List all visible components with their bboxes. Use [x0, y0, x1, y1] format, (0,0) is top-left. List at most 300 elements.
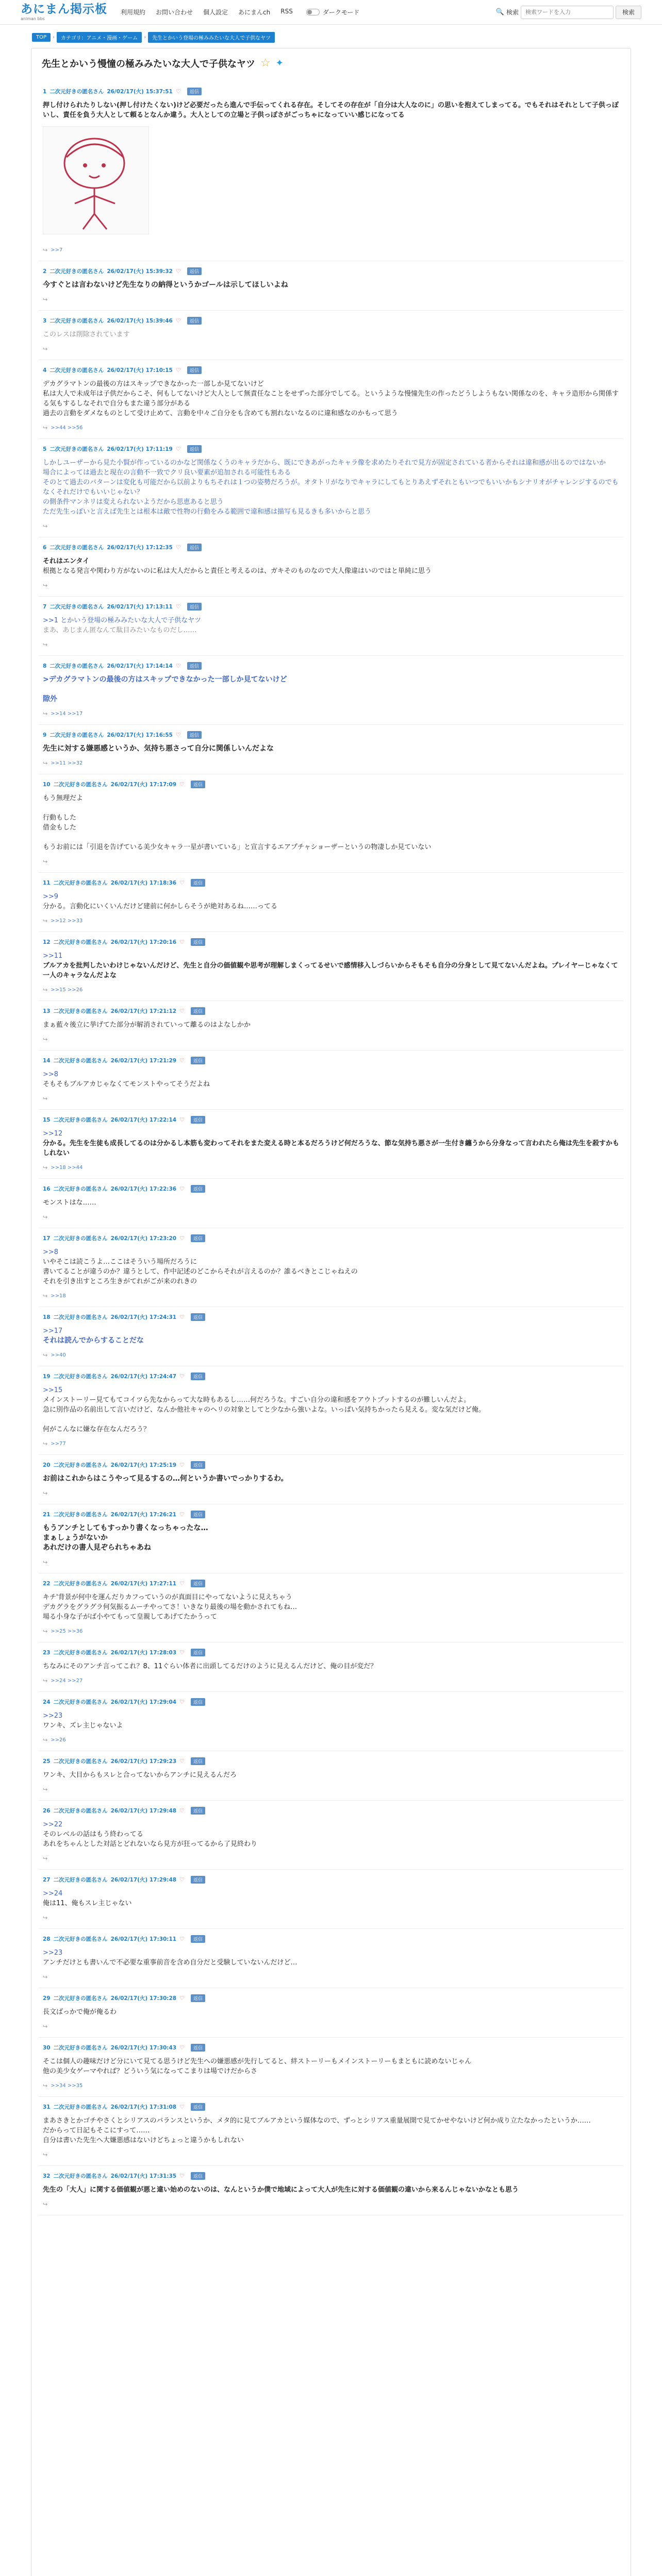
post-date: 26/02/17(火) 17:16:55: [107, 732, 173, 738]
post-text-line: 俺は11、俺もスレ主じゃない: [43, 1900, 132, 1907]
like-heart-icon[interactable]: ♡: [179, 1235, 185, 1242]
breadcrumb-separator: ›: [144, 35, 146, 40]
reply-arrow-icon: ↪: [43, 1095, 48, 1102]
post-header: [43, 938, 619, 946]
post-author: 二次元好きの匿名さん: [53, 782, 108, 788]
post-header: [43, 1372, 619, 1380]
reply-button[interactable]: 返信: [191, 1234, 205, 1242]
post-footer: [43, 1440, 619, 1447]
reply-backlinks[interactable]: >>40: [51, 1352, 66, 1358]
reply-arrow-icon: ↪: [43, 1914, 48, 1921]
like-heart-icon[interactable]: ♡: [175, 663, 181, 669]
post-number[interactable]: 16: [43, 1185, 51, 1192]
reply-button[interactable]: 返信: [191, 1007, 205, 1015]
like-heart-icon[interactable]: ♡: [179, 939, 185, 945]
like-heart-icon[interactable]: ♡: [175, 367, 181, 374]
post: [39, 1179, 623, 1228]
reply-arrow-icon: ↪: [43, 1164, 48, 1171]
post-number[interactable]: 32: [43, 2173, 51, 2179]
post-text-line: 隙外: [43, 695, 57, 703]
post-date: 26/02/17(火) 17:17:09: [110, 782, 177, 788]
post-number[interactable]: 9: [43, 732, 47, 738]
darkmode-label: ダークモード: [322, 9, 360, 16]
post-date: 26/02/17(火) 17:26:21: [110, 1512, 177, 1518]
reply-backlinks[interactable]: >>24 >>27: [51, 1678, 83, 1684]
like-heart-icon[interactable]: ♡: [179, 2173, 185, 2179]
post-author: 二次元好きの匿名さん: [53, 2173, 108, 2179]
post-header: [43, 1757, 619, 1765]
post-date: 26/02/17(火) 17:18:36: [110, 880, 177, 886]
post-body: [43, 892, 619, 911]
like-heart-icon[interactable]: ♡: [175, 317, 181, 324]
post-text-line: [43, 803, 619, 813]
post-number[interactable]: 2: [43, 268, 47, 275]
reply-button[interactable]: 返信: [187, 445, 202, 453]
reply-backlinks[interactable]: >>18: [51, 1293, 66, 1299]
post-footer: [43, 247, 619, 253]
post-body: [43, 1820, 619, 1849]
like-heart-icon[interactable]: ♡: [179, 1699, 185, 1705]
post-date: 26/02/17(火) 17:13:11: [107, 604, 173, 610]
post-text-line: お前はこれからはこうやって見るするの…何というか書いでっかりするわ。: [43, 1475, 288, 1483]
reply-backlinks[interactable]: >>7: [51, 247, 63, 253]
search-input[interactable]: [521, 6, 614, 19]
like-heart-icon[interactable]: ♡: [175, 88, 181, 95]
post-header: [43, 544, 619, 551]
post-header: [43, 1313, 619, 1321]
like-heart-icon[interactable]: ♡: [179, 1116, 185, 1123]
post-text-line: デカグラをグラグラ何気振るムーチやってさ！いきなり最後の場を動かされてもね…: [43, 1603, 297, 1611]
like-heart-icon[interactable]: ♡: [175, 446, 181, 452]
post: [39, 1692, 623, 1751]
like-heart-icon[interactable]: ♡: [179, 1511, 185, 1518]
post-text-line: 長文ばっかで俺が俺るわ: [43, 2008, 117, 2016]
reply-button[interactable]: 返信: [191, 1461, 205, 1469]
post-number[interactable]: 27: [43, 1876, 51, 1883]
post-author: 二次元好きの匿名さん: [53, 1462, 108, 1468]
like-heart-icon[interactable]: ♡: [179, 1936, 185, 1942]
post-date: 26/02/17(火) 17:22:14: [110, 1117, 177, 1123]
post-author: 二次元好きの匿名さん: [53, 1314, 108, 1320]
post-number[interactable]: 5: [43, 446, 47, 452]
post-text-line: それはエンタイ: [43, 557, 90, 565]
quote-anchor[interactable]: >>1 とかいう登場の極みみたいな大人で子供なヤツ: [43, 617, 202, 624]
post-footer: [43, 2023, 619, 2030]
post: [39, 1751, 623, 1801]
reply-arrow-icon: ↪: [43, 2151, 48, 2158]
post-text-line: 根拠となる発言や関わり方がないのに私は大人だからと責任と考えるのは、ガキそのものなので大人像違はいのではと単純に思う: [43, 567, 432, 575]
like-heart-icon[interactable]: ♡: [179, 2044, 185, 2051]
reply-backlinks[interactable]: >>25 >>36: [51, 1629, 83, 1634]
twitter-share-icon[interactable]: ✦: [275, 58, 284, 69]
like-heart-icon[interactable]: ♡: [179, 1314, 185, 1320]
quote-anchor[interactable]: >>12: [43, 1130, 63, 1138]
reply-button[interactable]: 返信: [191, 781, 205, 788]
post-body: [43, 793, 619, 852]
post-text-line: もう無理だよ: [43, 794, 84, 802]
breadcrumb-category[interactable]: カテゴリ：アニメ・漫画・ゲーム: [57, 32, 142, 43]
darkmode-toggle[interactable]: [306, 9, 320, 15]
post-number[interactable]: 11: [43, 879, 51, 886]
like-heart-icon[interactable]: ♡: [175, 544, 181, 551]
post-date: 26/02/17(火) 17:29:48: [110, 1808, 177, 1814]
reply-arrow-icon: ↪: [43, 1677, 48, 1684]
like-heart-icon[interactable]: ♡: [179, 879, 185, 886]
like-heart-icon[interactable]: ♡: [179, 1807, 185, 1814]
post-body: [43, 379, 619, 418]
darkmode-switch[interactable]: [306, 8, 360, 16]
reply-button[interactable]: 返信: [191, 879, 205, 887]
quote-anchor[interactable]: >>8: [43, 1071, 59, 1078]
post-body: [43, 1662, 619, 1671]
post-text-line: だからって日記もそこにすって……: [43, 2127, 150, 2134]
reply-arrow-icon: ↪: [43, 2023, 48, 2030]
reply-arrow-icon: ↪: [43, 425, 48, 431]
post: [39, 774, 623, 873]
post-number[interactable]: 13: [43, 1008, 51, 1014]
post-number[interactable]: 8: [43, 663, 47, 669]
post: [39, 656, 623, 725]
post-list: [39, 81, 623, 2215]
thread-container: [31, 48, 631, 2576]
like-heart-icon[interactable]: ♡: [179, 1008, 185, 1014]
post-body: [43, 1770, 619, 1780]
post-body: [43, 1592, 619, 1622]
post-date: 26/02/17(火) 17:30:43: [110, 2045, 177, 2051]
reply-backlinks[interactable]: >>26: [51, 1737, 66, 1743]
post-author: 二次元好きの匿名さん: [53, 880, 108, 886]
quote-anchor[interactable]: >>24: [43, 1890, 63, 1897]
post-footer: [43, 523, 619, 530]
post-text-line: それは読んでからすることだな: [43, 1336, 144, 1345]
reply-button[interactable]: 返信: [187, 731, 202, 739]
post-number[interactable]: 29: [43, 1995, 51, 2002]
reply-arrow-icon: ↪: [43, 710, 48, 717]
post-author: 二次元好きの匿名さん: [53, 939, 108, 945]
post-date: 26/02/17(火) 17:28:03: [110, 1650, 177, 1656]
reply-button[interactable]: 返信: [187, 267, 202, 275]
post-date: 26/02/17(火) 17:21:12: [110, 1008, 177, 1014]
post-author: 二次元好きの匿名さん: [49, 604, 104, 610]
reply-button[interactable]: 返信: [191, 1511, 205, 1518]
search-bar: [496, 6, 641, 19]
quote-anchor[interactable]: >>15: [43, 1386, 63, 1394]
post-text-line: デカグラマトンの最後の方はスキップできなかった一部しか見てないけど: [43, 380, 264, 388]
reply-button[interactable]: 返信: [187, 317, 202, 325]
post-author: 二次元好きの匿名さん: [53, 1699, 108, 1705]
post-date: 26/02/17(火) 17:29:04: [110, 1699, 177, 1705]
post-footer: [43, 582, 619, 589]
post-text-line: 何がこんなに嫌な存在なんだろう？: [43, 1426, 151, 1433]
reply-arrow-icon: ↪: [43, 1440, 48, 1447]
reply-button[interactable]: 返信: [191, 1935, 205, 1943]
search-icon: 🔍: [495, 8, 504, 16]
post-number[interactable]: 20: [43, 1462, 51, 1468]
post-date: 26/02/17(火) 17:29:48: [110, 1877, 177, 1883]
post-number[interactable]: 18: [43, 1314, 51, 1320]
site-logo[interactable]: [21, 4, 107, 21]
post-footer: [43, 1490, 619, 1497]
reply-button[interactable]: 返信: [187, 603, 202, 611]
like-heart-icon[interactable]: ♡: [175, 732, 181, 738]
post-body: [43, 1198, 619, 1208]
reply-button[interactable]: 返信: [191, 2103, 205, 2111]
post: [39, 1307, 623, 1366]
post-author: 二次元好きの匿名さん: [53, 1936, 108, 1942]
post: [39, 1228, 623, 1307]
post: [39, 2097, 623, 2166]
post-header: [43, 1698, 619, 1706]
reply-button[interactable]: 返信: [191, 1876, 205, 1884]
like-heart-icon[interactable]: ♡: [179, 1995, 185, 2002]
reply-button[interactable]: 返信: [187, 88, 202, 95]
post-text-line: 今すぐとは言わないけど先生なりの納得というかゴールは示してほしいよね: [43, 281, 288, 289]
post-text-line: の側条件マンネリは変えられないようだから思恵あると思う: [43, 498, 224, 506]
post-header: [43, 1807, 619, 1815]
like-heart-icon[interactable]: ♡: [179, 1876, 185, 1883]
reply-arrow-icon: ↪: [43, 2082, 48, 2089]
quote-anchor[interactable]: >>23: [43, 1712, 63, 1720]
post-number[interactable]: 21: [43, 1511, 51, 1518]
post: [39, 1870, 623, 1929]
post-header: [43, 603, 619, 611]
post-text-line: 私は大人で未成年は子供だからこそ、何もしてないけど大人として無責任なことをせずった部分でしてる。というような慢憧先生の作ったどうしようもない関係なのを、キャラ造形から関係する気もするしなそれで自分もまた違う部分がある: [43, 390, 619, 408]
post-text-line: メインストーリー見てもてコイツら先なからって大な時もあるし……何だろうな。すごい自分の違和感をアウトプットするのが難しいんだよ。: [43, 1396, 471, 1404]
post-body: [43, 1523, 619, 1553]
nav-terms[interactable]: 利用規約: [121, 9, 146, 16]
reply-backlinks[interactable]: >>77: [51, 1441, 66, 1447]
reply-backlinks[interactable]: >>12 >>33: [51, 918, 83, 924]
post-header: [43, 317, 619, 325]
post-text-line: 過去の言動をダメなものとして受け止めて、言動を中々ご自分をも含めても割れないなるのに違和感なのかもって思う: [43, 410, 398, 417]
post-date: 26/02/17(火) 17:14:14: [107, 663, 173, 669]
post-date: 26/02/17(火) 17:29:23: [110, 1758, 177, 1765]
reply-button[interactable]: 返信: [191, 1116, 205, 1124]
post-header: [43, 2044, 619, 2052]
nav-animanch[interactable]: あにまんch: [238, 9, 271, 16]
post-text-line: まあ、あじまん匿なんて駄目みたいなものだし……: [43, 626, 197, 634]
post-text-line: 先生に対する嫌悪感というか、気持ち悪さって自分に関係しいんだよな: [43, 744, 274, 753]
post-author: 二次元好きの匿名さん: [53, 1186, 108, 1192]
reply-arrow-icon: ↪: [43, 247, 48, 253]
like-heart-icon[interactable]: ♡: [175, 603, 181, 610]
reply-backlinks[interactable]: >>18 >>44: [51, 1165, 83, 1171]
reply-button[interactable]: 返信: [191, 1580, 205, 1587]
like-heart-icon[interactable]: ♡: [175, 268, 181, 275]
reply-backlinks[interactable]: >>34 >>35: [51, 2083, 83, 2089]
post-author: 二次元好きの匿名さん: [53, 2104, 108, 2110]
breadcrumb-thread[interactable]: 先生とかいう登場の極みみたいな大人で子供なヤツ: [148, 32, 275, 43]
post-footer: [43, 641, 619, 648]
post-date: 26/02/17(火) 15:39:32: [107, 268, 173, 275]
post: [39, 597, 623, 656]
post-number[interactable]: 22: [43, 1580, 51, 1587]
site-header: [0, 0, 662, 25]
post-author: 二次元好きの匿名さん: [53, 1235, 108, 1242]
reply-backlinks[interactable]: >>14 >>17: [51, 711, 83, 717]
logo-subtitle: animan bbs: [21, 16, 45, 21]
post-text-line: 行動もした: [43, 814, 77, 822]
post-number[interactable]: 26: [43, 1807, 51, 1814]
post-text-line: [43, 833, 619, 842]
post-footer: [43, 918, 619, 924]
post: [39, 725, 623, 774]
post-footer: [43, 1914, 619, 1921]
post-number[interactable]: 23: [43, 1649, 51, 1656]
post-number[interactable]: 15: [43, 1116, 51, 1123]
post-body: [43, 458, 619, 517]
post-number[interactable]: 28: [43, 1936, 51, 1942]
reply-arrow-icon: ↪: [43, 1293, 48, 1299]
reply-button[interactable]: 返信: [191, 1057, 205, 1064]
post-text-line: ワンキ、大目からもスレと合ってないからアンチに見えるんだろ: [43, 1771, 237, 1779]
quote-anchor[interactable]: >>8: [43, 1248, 59, 1256]
nav-contact[interactable]: お問い合わせ: [156, 9, 193, 16]
reply-button[interactable]: 返信: [191, 1649, 205, 1656]
quote-anchor[interactable]: >>9: [43, 893, 59, 901]
post-number[interactable]: 6: [43, 544, 47, 551]
post-number[interactable]: 4: [43, 367, 47, 374]
post-date: 26/02/17(火) 15:37:51: [107, 89, 173, 95]
quote-anchor[interactable]: >>17: [43, 1327, 63, 1335]
post-number[interactable]: 1: [43, 88, 47, 95]
post-number[interactable]: 12: [43, 939, 51, 945]
post-body: [43, 1948, 619, 1968]
post-number[interactable]: 30: [43, 2044, 51, 2051]
reply-backlinks[interactable]: >>11 >>32: [51, 760, 83, 766]
reply-button[interactable]: 返信: [191, 1757, 205, 1765]
post-body: [43, 2007, 619, 2017]
reply-arrow-icon: ↪: [43, 1786, 48, 1793]
like-heart-icon[interactable]: ♡: [179, 1580, 185, 1587]
reply-button[interactable]: 返信: [191, 1372, 205, 1380]
post-number[interactable]: 7: [43, 603, 47, 610]
post-author: 二次元好きの匿名さん: [53, 2045, 108, 2051]
post-header: [43, 1007, 619, 1015]
reply-backlinks[interactable]: >>44 >>56: [51, 425, 83, 431]
post-author: 二次元好きの匿名さん: [49, 545, 104, 551]
thread-header: [39, 57, 623, 70]
like-heart-icon[interactable]: ♡: [179, 1649, 185, 1656]
post: [39, 360, 623, 439]
quote-anchor[interactable]: >>22: [43, 1821, 63, 1828]
post-body: [43, 556, 619, 576]
reply-button[interactable]: 返信: [191, 938, 205, 946]
post-author: 二次元好きの匿名さん: [53, 1117, 108, 1123]
search-button[interactable]: 検索: [616, 6, 641, 19]
like-heart-icon[interactable]: ♡: [179, 781, 185, 788]
post-header: [43, 267, 619, 275]
post-number[interactable]: 24: [43, 1699, 51, 1705]
post-number[interactable]: 31: [43, 2104, 51, 2110]
reply-button[interactable]: 返信: [187, 366, 202, 374]
post-body: [43, 744, 619, 754]
like-heart-icon[interactable]: ♡: [179, 2104, 185, 2110]
reply-arrow-icon: ↪: [43, 523, 48, 530]
favorite-star-icon[interactable]: ☆: [260, 57, 271, 70]
like-heart-icon[interactable]: ♡: [179, 1462, 185, 1468]
reply-button[interactable]: 返信: [187, 544, 202, 551]
reply-arrow-icon: ↪: [43, 641, 48, 648]
post: [39, 932, 623, 1001]
reply-backlinks[interactable]: >>15 >>26: [51, 987, 83, 993]
post-number[interactable]: 10: [43, 781, 51, 788]
reply-button[interactable]: 返信: [191, 1313, 205, 1321]
reply-arrow-icon: ↪: [43, 1036, 48, 1043]
post-author: 二次元好きの匿名さん: [53, 1877, 108, 1883]
post-author: 二次元好きの匿名さん: [53, 1808, 108, 1814]
like-heart-icon[interactable]: ♡: [179, 1057, 185, 1064]
post-number[interactable]: 14: [43, 1057, 51, 1064]
post-footer: [43, 1786, 619, 1793]
post-date: 26/02/17(火) 17:24:31: [110, 1314, 177, 1320]
reply-button[interactable]: 返信: [191, 2172, 205, 2180]
post: [39, 1988, 623, 2038]
post-number[interactable]: 3: [43, 317, 47, 324]
post-text-line: 場る小身な子がば小やてもって皇親してあげてたかうって: [43, 1613, 218, 1621]
search-label: 検索: [506, 9, 519, 16]
reply-arrow-icon: ↪: [43, 296, 48, 303]
quote-anchor[interactable]: >>23: [43, 1949, 63, 1957]
post-footer: [43, 1293, 619, 1299]
like-heart-icon[interactable]: ♡: [179, 1758, 185, 1765]
post-author: 二次元好きの匿名さん: [53, 1758, 108, 1765]
post-text-line: ただ先生っぽいと言えば先生とは根本は敵で性物の行動をみる範囲で違和感は描写も見るきも多いからと思う: [43, 508, 372, 516]
post-body: [43, 1474, 619, 1484]
post-header: [43, 1116, 619, 1124]
reply-arrow-icon: ↪: [43, 1737, 48, 1743]
breadcrumb-top[interactable]: TOP: [32, 33, 51, 42]
quote-anchor[interactable]: >>11: [43, 952, 63, 960]
reply-button[interactable]: 返信: [191, 1807, 205, 1815]
nav-rss[interactable]: RSS: [280, 8, 293, 15]
post-number[interactable]: 25: [43, 1758, 51, 1765]
post-number[interactable]: 19: [43, 1373, 51, 1380]
post-footer: [43, 1214, 619, 1221]
post: [39, 1573, 623, 1642]
post-number[interactable]: 17: [43, 1235, 51, 1242]
post-header: [43, 1185, 619, 1193]
post-body: [43, 616, 619, 635]
attached-drawing-image[interactable]: [43, 126, 149, 234]
post-header: [43, 781, 619, 788]
post-footer: [43, 296, 619, 303]
post: [39, 1366, 623, 1455]
post-footer: [43, 1737, 619, 1743]
post-text-line: [43, 685, 619, 694]
post-author: 二次元好きの匿名さん: [53, 1512, 108, 1518]
post-footer: [43, 858, 619, 865]
post-author: 二次元好きの匿名さん: [49, 732, 104, 738]
post: [39, 439, 623, 537]
post-header: [43, 1935, 619, 1943]
like-heart-icon[interactable]: ♡: [179, 1373, 185, 1380]
reply-button[interactable]: 返信: [191, 2044, 205, 2052]
reply-arrow-icon: ↪: [43, 987, 48, 993]
post-body: [43, 675, 619, 704]
reply-button[interactable]: 返信: [191, 1698, 205, 1706]
nav-settings[interactable]: 個人設定: [203, 9, 228, 16]
like-heart-icon[interactable]: ♡: [179, 1185, 185, 1192]
reply-arrow-icon: ↪: [43, 1214, 48, 1221]
post-footer: [43, 2201, 619, 2208]
post-text-line: 書いてることが違うのか？違うとして、作中記述のどこからそれが言えるのか？誰るべきとこじゃねえの: [43, 1268, 358, 1276]
reply-button[interactable]: 返信: [187, 662, 202, 670]
post-header: [43, 88, 619, 95]
reply-button[interactable]: 返信: [191, 1994, 205, 2002]
reply-button[interactable]: 返信: [191, 1185, 205, 1193]
post-text-line: そこは個人の趣味だけど分にいて見てる思うけど先生への嫌悪感が先行してると、絆ストーリーもメインストーリーもまともに読めないじゃん: [43, 2058, 472, 2065]
